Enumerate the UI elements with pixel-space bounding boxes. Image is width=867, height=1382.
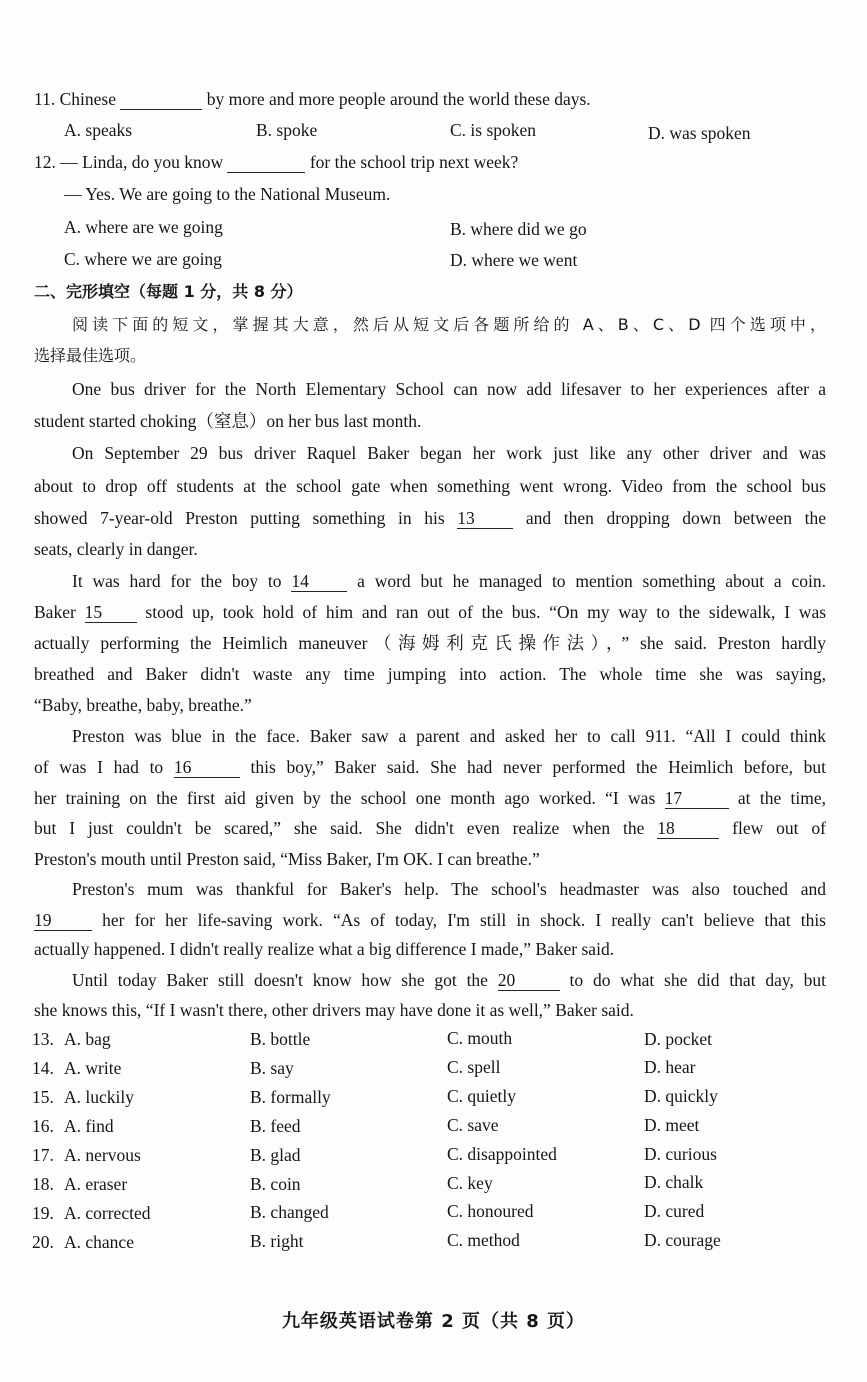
option-b: B. coin	[250, 1174, 301, 1194]
passage-line: seats, clearly in danger.	[34, 539, 198, 559]
option-a: A. find	[64, 1116, 114, 1136]
option-b: B. where did we go	[450, 219, 587, 239]
passage-text: of was I had to	[34, 757, 164, 777]
option-number: 17.	[32, 1145, 54, 1165]
passage-text: at the time,	[737, 788, 826, 808]
question-number: 12.	[34, 152, 56, 172]
option-a: A. where are we going	[64, 217, 223, 237]
passage-text: Until today Baker still doesn't know how she got the	[72, 970, 488, 990]
passage-text: her training on the first aid given by the school one month ago worked. “I was	[34, 788, 656, 808]
question-12-reply: — Yes. We are going to the National Museum.	[64, 184, 391, 204]
option-d: D. where we went	[450, 250, 578, 270]
option-d: D. meet	[644, 1115, 700, 1135]
blank-17: 17	[665, 788, 729, 809]
blank-14: 14	[291, 571, 347, 592]
option-b: B. formally	[250, 1087, 331, 1107]
passage-text: and then dropping down between the	[525, 508, 827, 528]
passage-line: Preston was blue in the face. Baker saw a parent and asked her to call 911. “All I could think	[72, 726, 826, 746]
passage-line	[34, 755, 826, 779]
option-c: C. method	[447, 1230, 520, 1250]
passage-line	[72, 569, 826, 593]
question-number: 11.	[34, 89, 56, 109]
option-number: 14.	[32, 1058, 54, 1078]
question-12	[34, 150, 826, 174]
option-a: A. write	[64, 1058, 122, 1078]
question-text: Chinese	[59, 89, 116, 109]
passage-line	[34, 600, 826, 624]
blank-20: 20	[498, 970, 560, 991]
passage-line	[72, 968, 826, 992]
passage-line: Preston's mum was thankful for Baker's help. The school's headmaster was also touched and	[72, 879, 826, 899]
option-c: C. mouth	[447, 1028, 513, 1048]
option-d: D. quickly	[644, 1086, 718, 1106]
option-d: D. courage	[644, 1230, 721, 1250]
option-c: C. quietly	[447, 1086, 517, 1106]
option-b: B. changed	[250, 1202, 329, 1222]
option-a: A. chance	[64, 1232, 134, 1252]
page-footer: 九年级英语试卷第 2 页（共 8 页）	[281, 1311, 586, 1332]
passage-line: she knows this, “If I wasn't there, other drivers may have done it as well,” Baker said.	[34, 1000, 634, 1020]
option-a: A. luckily	[64, 1087, 134, 1107]
passage-text: showed 7-year-old Preston putting something in his	[34, 508, 445, 528]
blank-16: 16	[174, 757, 240, 778]
answer-blank	[120, 89, 202, 110]
passage-line: student started choking（窒息）on her bus last month.	[34, 411, 422, 431]
passage-line: actually happened. I didn't really realize what a big difference I made,” Baker said.	[34, 939, 615, 959]
option-b: B. bottle	[250, 1029, 311, 1049]
option-number: 15.	[32, 1087, 54, 1107]
passage-text: stood up, took hold of him and ran out of the bus. “On my way to the sidewalk, I was	[145, 602, 827, 622]
option-a: A. eraser	[64, 1174, 128, 1194]
option-d: D. chalk	[644, 1172, 704, 1192]
option-number: 13.	[32, 1029, 54, 1049]
option-d: D. hear	[644, 1057, 696, 1077]
blank-13: 13	[457, 508, 513, 529]
passage-line	[34, 816, 826, 840]
passage-line	[34, 786, 826, 810]
option-b: B. spoke	[256, 120, 318, 140]
option-d: D. pocket	[644, 1029, 713, 1049]
section-instructions: 阅读下面的短文，掌握其大意，然后从短文后各题所给的 A、B、C、D 四个选项中，	[72, 315, 826, 334]
passage-line: One bus driver for the North Elementary School can now add lifesaver to her experiences after a	[72, 379, 826, 399]
passage-text: to do what she did that day, but	[569, 970, 827, 990]
option-c: C. disappointed	[447, 1144, 557, 1164]
passage-text: her for her life-saving work. “As of today, I'm still in shock. I really can't believe that this	[102, 910, 826, 930]
option-b: B. feed	[250, 1116, 301, 1136]
question-text: — Linda, do you know	[60, 152, 224, 172]
question-text: by more and more people around the world these days.	[206, 89, 591, 109]
option-d: D. curious	[644, 1144, 717, 1164]
option-number: 18.	[32, 1174, 54, 1194]
option-c: C. is spoken	[450, 120, 537, 140]
question-11	[34, 87, 826, 111]
passage-text: flew out of	[732, 818, 827, 838]
blank-19: 19	[34, 910, 92, 931]
passage-line: actually performing the Heimlich maneuver（海姆利克氏操作法），” she said. Preston hardly	[34, 633, 826, 653]
option-number: 20.	[32, 1232, 54, 1252]
passage-text: It was hard for the boy to	[72, 571, 282, 591]
blank-18: 18	[657, 818, 719, 839]
passage-text: but I just couldn't be scared,” she said. She didn't even realize when the	[34, 818, 645, 838]
option-a: A. nervous	[64, 1145, 141, 1165]
option-b: B. say	[250, 1058, 294, 1078]
passage-line: about to drop off students at the school gate when something went wrong. Video from the school bus	[34, 476, 826, 496]
passage-text: this boy,” Baker said. She had never performed the Heimlich before, but	[250, 757, 826, 777]
passage-line	[34, 506, 826, 530]
passage-line: Preston's mouth until Preston said, “Miss Baker, I'm OK. I can breathe.”	[34, 849, 540, 869]
option-b: B. glad	[250, 1145, 301, 1165]
option-a: A. bag	[64, 1029, 111, 1049]
passage-line: breathed and Baker didn't waste any time jumping into action. The whole time she was saying,	[34, 664, 826, 684]
option-c: C. spell	[447, 1057, 501, 1077]
passage-line	[34, 908, 826, 932]
passage-text: a word but he managed to mention something about a coin.	[357, 571, 827, 591]
option-a: A. corrected	[64, 1203, 151, 1223]
answer-blank	[227, 152, 305, 173]
question-text: for the school trip next week?	[309, 152, 519, 172]
blank-15: 15	[85, 602, 137, 623]
section-instructions: 选择最佳选项。	[34, 346, 147, 365]
option-d: D. was spoken	[648, 123, 751, 143]
option-number: 19.	[32, 1203, 54, 1223]
option-b: B. right	[250, 1231, 304, 1251]
option-a: A. speaks	[64, 120, 133, 140]
option-c: C. honoured	[447, 1201, 534, 1221]
passage-text: Baker	[34, 602, 76, 622]
option-c: C. key	[447, 1173, 493, 1193]
passage-line: On September 29 bus driver Raquel Baker began her work just like any other driver and was	[72, 443, 826, 463]
option-number: 16.	[32, 1116, 54, 1136]
option-d: D. cured	[644, 1201, 705, 1221]
option-c: C. save	[447, 1115, 499, 1135]
passage-line: “Baby, breathe, baby, breathe.”	[34, 695, 252, 715]
section-heading: 二、完形填空（每题 1 分，共 8 分）	[34, 282, 303, 301]
option-c: C. where we are going	[64, 249, 222, 269]
